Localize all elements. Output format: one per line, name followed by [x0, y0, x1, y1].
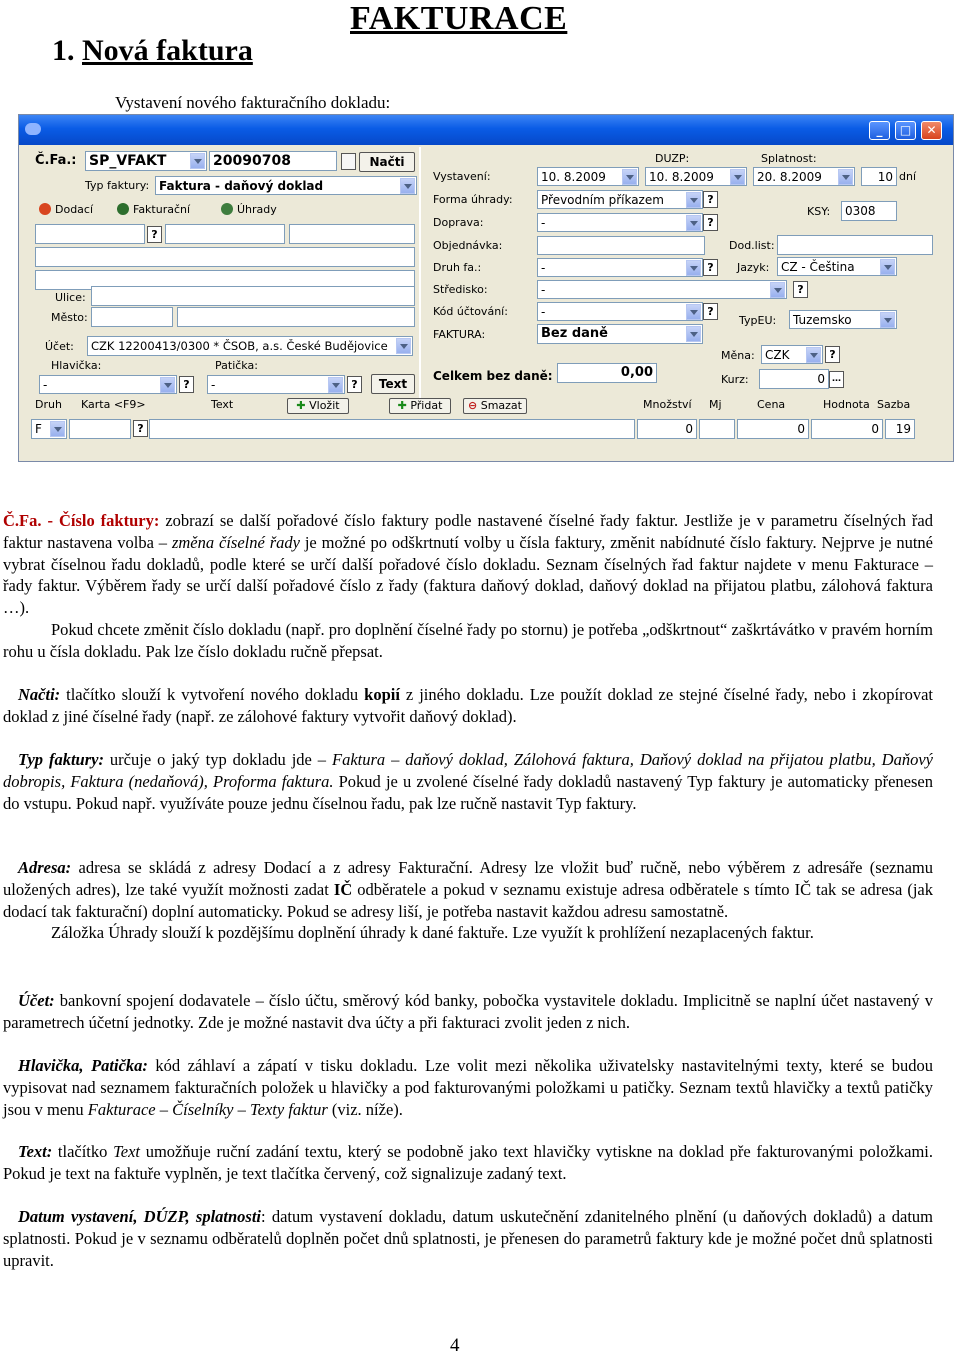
doprava-lookup-button[interactable]: ? [703, 214, 718, 231]
dodlist-label: Dod.list: [729, 239, 775, 252]
app-icon [25, 123, 41, 135]
intro-text: Vystavení nového fakturačního dokladu: [115, 93, 391, 112]
chevron-down-icon[interactable] [400, 178, 415, 194]
section-title-text: Nová faktura [82, 34, 253, 67]
vlozit-button[interactable]: ✚ Vložit [287, 398, 349, 414]
chevron-down-icon[interactable] [50, 421, 65, 437]
chevron-down-icon[interactable] [880, 312, 895, 328]
mnozstvi-cell[interactable]: 0 [637, 419, 697, 439]
forma-lookup-button[interactable]: ? [703, 191, 718, 208]
stredisko-select[interactable]: - [537, 280, 787, 299]
paticka-select[interactable]: - [207, 375, 345, 394]
ksy-label: KSY: [807, 205, 831, 218]
chapter-title: FAKTURACE [350, 0, 568, 37]
address-name-field[interactable] [35, 224, 145, 244]
paticka-lookup-button[interactable]: ? [347, 376, 362, 393]
forma-label: Forma úhrady: [433, 193, 513, 206]
maximize-icon[interactable]: □ [895, 121, 916, 140]
page-number: 4 [450, 1335, 460, 1356]
series-select[interactable]: SP_VFAKT [85, 151, 207, 171]
minus-icon: ⊖ [468, 399, 478, 412]
typeu-label: TypEU: [739, 314, 777, 327]
splatnost-label: Splatnost: [761, 152, 817, 165]
hlavicka-lookup-button[interactable]: ? [179, 376, 194, 393]
mesto-field[interactable] [177, 307, 415, 327]
stredisko-lookup-button[interactable]: ? [793, 281, 808, 298]
ucet-label: Účet: [45, 340, 74, 353]
sazba-cell[interactable]: 19 [885, 419, 915, 439]
term-cislo-faktury: Č.Fa. - Číslo faktury: [3, 511, 160, 530]
address-lookup-button[interactable]: ? [147, 226, 162, 243]
col-sazba: Sazba [877, 398, 911, 411]
ulice-field[interactable] [91, 286, 415, 306]
druh-select[interactable]: - [537, 258, 703, 277]
chevron-down-icon[interactable] [686, 192, 701, 208]
col-karta: Karta <F9> [81, 398, 146, 411]
cena-cell[interactable]: 0 [737, 419, 809, 439]
smazat-button[interactable]: ⊖ Smazat [463, 398, 527, 414]
plus-icon: ✚ [296, 399, 306, 412]
duzp-date[interactable]: 10. 8.2009 [645, 167, 747, 186]
tab-uhrady[interactable]: Úhrady [221, 201, 277, 219]
invoice-number-field[interactable]: 20090708 [209, 151, 337, 171]
faktura-label: FAKTURA: [433, 328, 486, 341]
kurz-label: Kurz: [721, 373, 749, 386]
chevron-down-icon[interactable] [622, 169, 637, 185]
faktura-select[interactable]: Bez daně [537, 324, 703, 344]
ulice-label: Ulice: [55, 291, 86, 304]
mj-cell[interactable] [699, 419, 735, 439]
paragraph-nacti: Načti: tlačítko slouží k vytvoření nového dokladu kopií z jiného dokladu. Lze použít doklad ze stejné číselné řady, nebo i zkopírovat doklad z jiné číselné řady (např. ze zálohové faktury vytvořit daňový doklad). [3, 685, 933, 726]
pridat-button[interactable]: ✚ Přidat [389, 398, 451, 414]
panel-divider [419, 147, 421, 403]
term-typ-faktury: Typ faktury: [18, 750, 104, 769]
kod-label: Kód účtování: [433, 305, 508, 318]
chevron-down-icon[interactable] [328, 377, 343, 393]
chevron-down-icon[interactable] [770, 282, 785, 298]
address-field-2[interactable] [165, 224, 285, 244]
term-text: Text: [18, 1142, 53, 1161]
jazyk-select[interactable]: CZ - Čeština [777, 257, 897, 276]
money-icon [117, 203, 129, 215]
plus-icon: ✚ [397, 399, 407, 412]
nacti-button[interactable]: Načti [359, 152, 415, 172]
chevron-down-icon[interactable] [190, 153, 205, 169]
cfa-label: Č.Fa.: [35, 153, 77, 168]
col-cena: Cena [757, 398, 786, 411]
chevron-down-icon[interactable] [730, 169, 745, 185]
chevron-down-icon[interactable] [686, 260, 701, 276]
text-cell[interactable] [149, 419, 635, 439]
kod-lookup-button[interactable]: ? [703, 303, 718, 320]
kurz-more-button[interactable]: … [829, 371, 844, 388]
chevron-down-icon[interactable] [396, 338, 411, 354]
chevron-down-icon[interactable] [806, 347, 821, 363]
mesto-label: Město: [51, 311, 88, 324]
text-button[interactable]: Text [371, 374, 415, 394]
term-datum: Datum vystavení, DÚZP, splatnosti [18, 1207, 262, 1226]
payment-icon [221, 203, 233, 215]
chevron-down-icon[interactable] [160, 377, 175, 393]
paragraph-cislo-faktury: Č.Fa. - Číslo faktury: zobrazí se další pořadové číslo faktury podle nastavené číselné řady faktur. Jestliže je v parametru číselných řad faktur nastavena volba – změna číselné řady je možné po odškrtnutí volby u čísla faktury, změnit nabídnuté číslo faktury. Nejprve je nutné vybrat číselnou řadu dokladů, podle které se určí další pořadové číslo dokladu. Seznam číselných řad faktur najdete v menu Fakturace – řady faktur. Výběrem řady se určí další pořadové číslo z řady (faktura daňový doklad, daňový doklad na přijatou platbu, zálohová faktura …). Pokud chcete změnit číslo dokladu (např. pro doplnění číselné řady po stornu) je potřeba „odškrtnout“ zaškrtávátko v pravém horním rohu u čísla dokladu. Pak lze číslo dokladu ručně přepsat. [3, 511, 934, 661]
jazyk-label: Jazyk: [737, 261, 770, 274]
window-titlebar [19, 115, 953, 145]
invoice-window [18, 114, 954, 462]
vystaveni-date[interactable]: 10. 8.2009 [537, 167, 639, 186]
mena-select[interactable]: CZK [761, 345, 823, 364]
kurz-field[interactable]: 0 [759, 369, 829, 389]
ksy-field[interactable]: 0308 [841, 201, 897, 221]
col-druh: Druh [35, 398, 62, 411]
paragraph-datum: Datum vystavení, DÚZP, splatnosti: datum vystavení dokladu, datum uskutečnění zdanitelného plnění (u daňových dokladů) a datum splatnosti. Pokud je v seznamu odběratelů doplněn počet dnů splatnosti, je přenesen do parametrů faktury kde je možné počet dnů splatnosti upravit. [3, 1207, 934, 1270]
paragraph-adresa: Adresa: adresa se skládá z adresy Dodací a z adresy Fakturační. Adresy lze vložit buď ručně, nebo výběrem z adresáře (seznamu uložených adres), lze také využít možnosti zadat IČ odběratele a pokud v seznamu existuje adresa odběratele s tímto IČ tak se adresa (jak dodací tak fakturační) doplní automaticky. Pokud se adresy liší, je potřeba nastavit každou adresu samostatně. Záložka Úhrady slouží k pozdějšímu doplnění úhrady k dané faktuře. Lze využít k prohlížení nezaplacených faktur. [3, 858, 933, 943]
druh-lookup-button[interactable]: ? [703, 259, 718, 276]
ucet-select[interactable]: CZK 12200413/0300 * ČSOB, a.s. České Budějovice [87, 336, 413, 356]
term-ucet: Účet: [18, 991, 55, 1010]
days-unit: dní [899, 170, 917, 183]
druh-cell[interactable]: F [31, 419, 67, 439]
paragraph-typ-faktury: Typ faktury: určuje o jaký typ dokladu jde – Faktura – daňový doklad, Zálohová faktura, Daňový doklad na přijatou platbu, Daňový dobropis, Faktura (nedaňová), Proforma faktura. Pokud je u zvolené číselné řady dokladů nastavený Typ faktury je automaticky přenesen do vstupu. Pokud např. využíváte pouze jednu číselnou řadu, pak lze ručně nastavit Typ faktury. [3, 750, 933, 813]
paragraph-hlavicka: Hlavička, Patička: kód záhlaví a zápatí v tisku dokladu. Lze volit mezi několika uživatelsky nastavitelnými texty, které se budou vypisovat nad seznamem fakturačních položek u hlavičky a pod fakturovanými položkami u patičky. Seznam textů hlavičky a textů patičky jsou v menu Fakturace – Číselníky – Texty faktur (viz. níže). [3, 1056, 934, 1119]
close-icon[interactable]: ✕ [921, 121, 942, 140]
typ-select[interactable]: Faktura - daňový doklad [155, 176, 417, 195]
forma-select[interactable]: Převodním příkazem [537, 190, 703, 209]
chevron-down-icon[interactable] [686, 215, 701, 231]
typeu-select[interactable]: Tuzemsko [789, 310, 897, 329]
doprava-select[interactable]: - [537, 213, 703, 232]
celkem-label: Celkem bez daně: [433, 369, 553, 383]
mena-lookup-button[interactable]: ? [825, 346, 840, 363]
term-adresa: Adresa: [18, 858, 72, 877]
col-text: Text [211, 398, 234, 411]
splatnost-date[interactable]: 20. 8.2009 [753, 167, 855, 186]
celkem-value: 0,00 [557, 363, 657, 383]
paticka-label: Patička: [215, 359, 258, 372]
address-line-1[interactable] [35, 247, 415, 267]
vystaveni-label: Vystavení: [433, 170, 491, 183]
tab-dodaci[interactable]: Dodací [39, 201, 93, 219]
paragraph-ucet: Účet: bankovní spojení dodavatele – číslo účtu, směrový kód banky, pobočka vystavitele dokladu. Implicitně se naplní účet nastavený v parametrech účetní jednotky. Zde je možné nastavit dva účty a při fakturaci zvolit jeden z nich. [3, 991, 933, 1032]
typ-label: Typ faktury: [85, 179, 150, 192]
chevron-down-icon[interactable] [880, 259, 895, 275]
dodlist-field[interactable] [777, 235, 933, 255]
section-number: 1. [52, 34, 75, 67]
mena-label: Měna: [721, 349, 755, 362]
renumber-checkbox[interactable] [341, 153, 356, 170]
term-nacti: Načti: [18, 685, 61, 704]
term-hlavicka: Hlavička, Patička: [18, 1056, 148, 1075]
paragraph-text: Text: tlačítko Text umožňuje ruční zadání textu, který se podobně jako text hlavičky vytiskne na doklad pře fakturovanými položkami. Pokud je text na faktuře vyplněn, je text tlačítka červený, což signalizuje zadaný text. [3, 1142, 934, 1183]
chevron-down-icon[interactable] [686, 326, 701, 342]
druh-label: Druh fa.: [433, 261, 482, 274]
hlavicka-label: Hlavička: [51, 359, 102, 372]
karta-cell[interactable] [69, 419, 131, 439]
minimize-icon[interactable]: _ [869, 121, 890, 140]
psc-field[interactable] [91, 307, 173, 327]
objednavka-field[interactable] [537, 236, 705, 255]
days-field[interactable]: 10 [861, 167, 897, 186]
hlavicka-select[interactable]: - [39, 375, 177, 394]
address-field-3[interactable] [289, 224, 415, 244]
tab-fakturacni[interactable]: Fakturační [117, 201, 190, 219]
stredisko-label: Středisko: [433, 283, 488, 296]
kod-select[interactable]: - [537, 302, 703, 321]
chevron-down-icon[interactable] [838, 169, 853, 185]
objednavka-label: Objednávka: [433, 239, 503, 252]
col-mj: Mj [709, 398, 722, 411]
chevron-down-icon[interactable] [686, 304, 701, 320]
duzp-label: DUZP: [655, 152, 690, 165]
house-icon [39, 203, 51, 215]
section-title [52, 34, 253, 68]
hodnota-cell[interactable]: 0 [811, 419, 883, 439]
doprava-label: Doprava: [433, 216, 484, 229]
karta-lookup-button[interactable]: ? [133, 420, 148, 437]
col-hodnota: Hodnota [823, 398, 870, 411]
col-mnozstvi: Množství [643, 398, 692, 411]
